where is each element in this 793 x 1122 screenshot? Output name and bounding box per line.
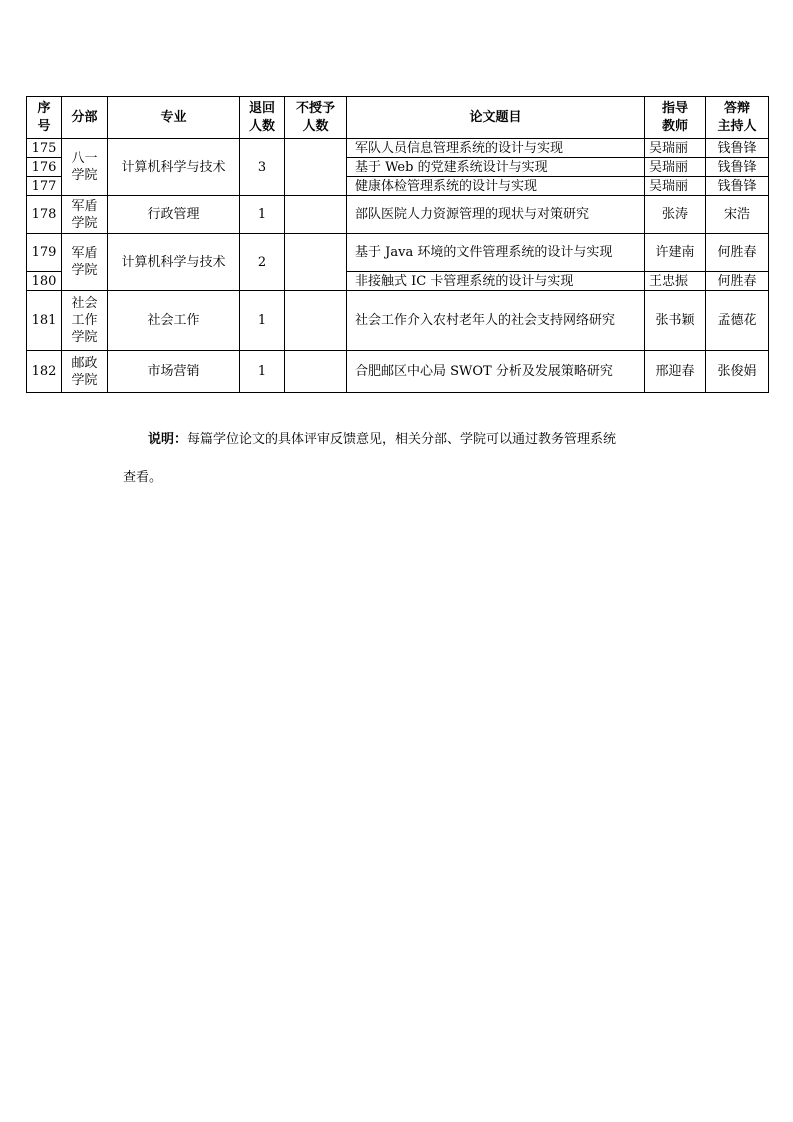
cell-major: 计算机科学与技术 <box>108 234 240 291</box>
cell-division: 邮政 学院 <box>62 351 108 393</box>
cell-major: 市场营销 <box>108 351 240 393</box>
header-no: 序 号 <box>27 97 62 139</box>
note-label: 说明： <box>148 432 188 447</box>
cell-host: 宋浩 <box>706 196 769 234</box>
header-not-granted: 不授予 人数 <box>285 97 347 139</box>
cell-division: 八一 学院 <box>62 139 108 196</box>
cell-advisor: 吴瑞丽 <box>645 139 706 158</box>
cell-title: 社会工作介入农村老年人的社会支持网络研究 <box>347 291 645 351</box>
cell-no: 180 <box>27 272 62 291</box>
header-title: 论文题目 <box>347 97 645 139</box>
cell-no: 181 <box>27 291 62 351</box>
cell-returned: 3 <box>240 139 285 196</box>
cell-not-granted <box>285 234 347 291</box>
cell-advisor: 张书颖 <box>645 291 706 351</box>
cell-title: 健康体检管理系统的设计与实现 <box>347 177 645 196</box>
table-row <box>27 291 769 351</box>
cell-major: 行政管理 <box>108 196 240 234</box>
note-text: 每篇学位论文的具体评审反馈意见，相关分部、学院可以通过教务管理系统 <box>187 432 617 447</box>
table-row <box>27 196 769 234</box>
table-header-row <box>27 97 769 139</box>
cell-not-granted <box>285 291 347 351</box>
cell-host: 何胜春 <box>706 234 769 272</box>
cell-title: 基于 Web 的党建系统设计与实现 <box>347 158 645 177</box>
cell-title: 军队人员信息管理系统的设计与实现 <box>347 139 645 158</box>
header-division: 分部 <box>62 97 108 139</box>
cell-title: 基于 Java 环境的文件管理系统的设计与实现 <box>347 234 645 272</box>
table-row <box>27 234 769 272</box>
cell-not-granted <box>285 351 347 393</box>
header-advisor: 指导 教师 <box>645 97 706 139</box>
cell-division: 军盾 学院 <box>62 234 108 291</box>
cell-host: 张俊娟 <box>706 351 769 393</box>
cell-advisor: 邢迎春 <box>645 351 706 393</box>
cell-host: 孟德花 <box>706 291 769 351</box>
table-row <box>27 351 769 393</box>
cell-host: 钱鲁锋 <box>706 177 769 196</box>
cell-not-granted <box>285 196 347 234</box>
cell-not-granted <box>285 139 347 196</box>
cell-no: 178 <box>27 196 62 234</box>
cell-returned: 2 <box>240 234 285 291</box>
cell-advisor: 吴瑞丽 <box>645 158 706 177</box>
cell-division: 社会 工作 学院 <box>62 291 108 351</box>
cell-advisor: 王忠振 <box>645 272 706 291</box>
table-row <box>27 139 769 158</box>
header-returned: 退回 人数 <box>240 97 285 139</box>
cell-returned: 1 <box>240 351 285 393</box>
cell-returned: 1 <box>240 291 285 351</box>
header-major: 专业 <box>108 97 240 139</box>
cell-returned: 1 <box>240 196 285 234</box>
cell-host: 何胜春 <box>706 272 769 291</box>
header-host: 答辩 主持人 <box>706 97 769 139</box>
cell-advisor: 吴瑞丽 <box>645 177 706 196</box>
thesis-table <box>26 96 769 393</box>
cell-no: 176 <box>27 158 62 177</box>
cell-advisor: 许建南 <box>645 234 706 272</box>
note-paragraph <box>148 430 708 450</box>
cell-advisor: 张涛 <box>645 196 706 234</box>
cell-title: 部队医院人力资源管理的现状与对策研究 <box>347 196 645 234</box>
cell-title: 非接触式 IC 卡管理系统的设计与实现 <box>347 272 645 291</box>
cell-host: 钱鲁锋 <box>706 139 769 158</box>
cell-host: 钱鲁锋 <box>706 158 769 177</box>
cell-no: 179 <box>27 234 62 272</box>
cell-major: 社会工作 <box>108 291 240 351</box>
cell-no: 182 <box>27 351 62 393</box>
cell-no: 175 <box>27 139 62 158</box>
cell-division: 军盾 学院 <box>62 196 108 234</box>
cell-title: 合肥邮区中心局 SWOT 分析及发展策略研究 <box>347 351 645 393</box>
cell-major: 计算机科学与技术 <box>108 139 240 196</box>
note-continuation: 查看。 <box>123 470 163 485</box>
cell-no: 177 <box>27 177 62 196</box>
